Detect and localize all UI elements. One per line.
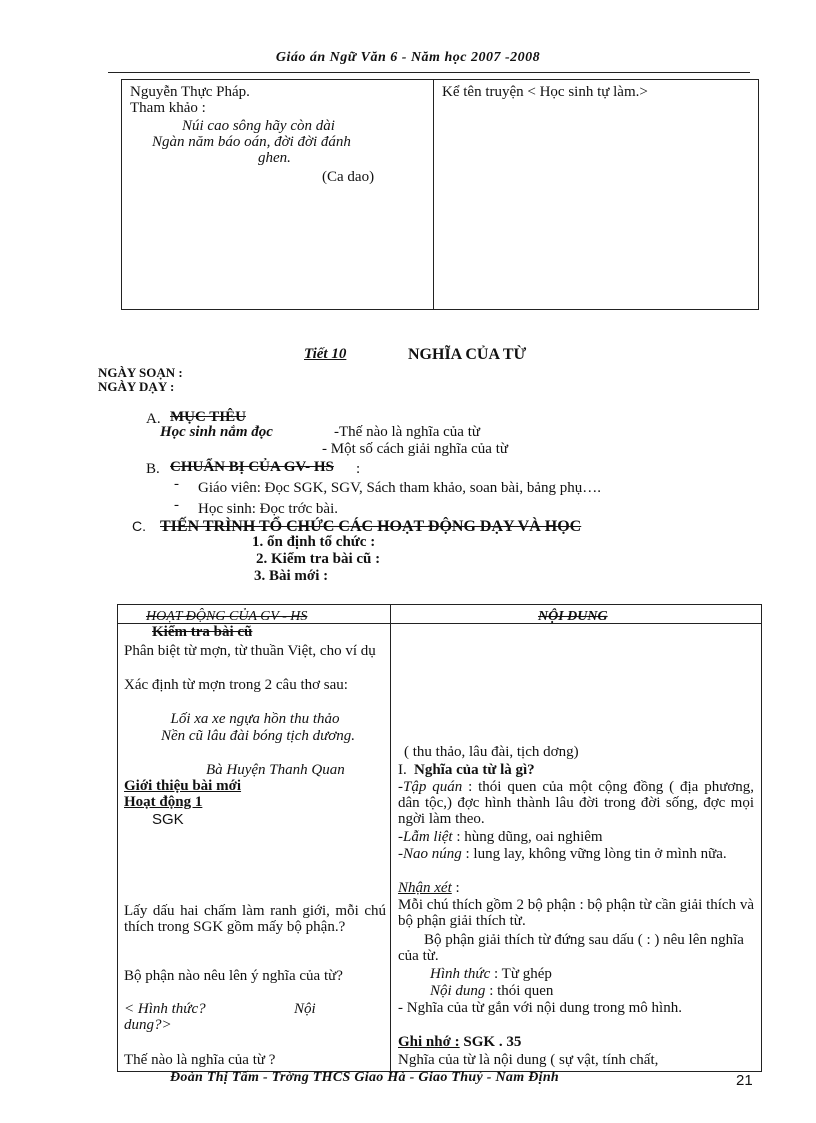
section-a-letter: A.: [146, 411, 161, 427]
verse-author: Bà Huyện Thanh Quan: [206, 762, 345, 778]
definition-2-text: : hùng dũng, oai nghiêm: [456, 829, 603, 845]
activity-heading: Hoạt động 1: [124, 794, 203, 810]
question-5b: Nội: [294, 1001, 316, 1017]
answer-1: ( thu thảo, lâu đài, tịch dơng): [404, 744, 579, 760]
form-label: Hình thức: [430, 966, 491, 982]
note-label: Nhận xét: [398, 880, 452, 896]
form-value: : Từ ghép: [494, 966, 552, 982]
question-3: Lấy dấu hai chấm làm ranh giới, mỗi chú thích trong SGK gồm mấy bộ phận.?: [124, 903, 386, 935]
question-4: Bộ phận nào nêu lên ý nghĩa của từ?: [124, 968, 343, 984]
final-line: Nghĩa của từ là nội dung ( sự vật, tính chất,: [398, 1052, 659, 1068]
remember-label: Ghi nhớ :: [398, 1034, 460, 1050]
poem-line-1: Núi cao sông hãy còn dài: [182, 118, 335, 134]
prep-teacher: Giáo viên: Đọc SGK, SGV, Sách tham khảo, soan bài, bảng phụ….: [198, 480, 602, 496]
section-1-number: I.: [398, 762, 407, 778]
author-line: Nguyễn Thực Pháp.: [130, 84, 250, 100]
step-3: 3. Bài mới :: [254, 568, 329, 584]
content-label: Nội dung: [430, 983, 486, 999]
objective-2: - Một số cách giải nghĩa của từ: [322, 441, 508, 457]
verse-line-2: Nền cũ lâu đài bóng tịch dương.: [160, 728, 356, 744]
teach-date-label: NGÀY DẠY :: [98, 379, 175, 394]
definition-3: [398, 846, 754, 862]
section-c-title: TIẾN TRÌNH TỔ CHỨC CÁC HOẠT ĐỘNG DẠY VÀ HỌC: [160, 518, 582, 535]
header-rule: [108, 72, 750, 73]
prep-date-label: NGÀY SOẠN :: [98, 365, 183, 380]
question-5a: < Hình thức?: [124, 1001, 206, 1017]
remember-value: SGK . 35: [463, 1034, 522, 1050]
bullet-dash: -: [174, 497, 179, 513]
remember-row: [398, 1034, 521, 1051]
col-right-header: NỘI DUNG: [538, 609, 608, 624]
lesson-title: NGHĨA CỦA TỪ: [408, 346, 527, 363]
note-colon: :: [455, 880, 460, 896]
content-row: [430, 983, 553, 1000]
definition-2: [398, 829, 754, 845]
section-b-title: CHUẨN BỊ CỦA GV- HS: [170, 459, 334, 475]
question-5c: dung?>: [124, 1017, 172, 1033]
note-heading: [398, 880, 460, 897]
top-table: [121, 79, 759, 310]
objective-1: -Thế nào là nghĩa của từ: [334, 424, 480, 440]
period-label: Tiết 10: [304, 346, 347, 362]
reference-label: Tham khảo :: [130, 100, 206, 116]
sgk-label: SGK: [152, 811, 184, 828]
definition-1: [398, 779, 754, 827]
prep-student: Học sinh: Đọc trớc bài.: [198, 501, 338, 517]
definition-3-text: : lung lay, không vững lòng tin ở mình nữa.: [465, 846, 727, 862]
question-1: Phân biệt từ mợn, từ thuần Việt, cho ví dụ: [124, 643, 376, 659]
section-a-title: MỤC TIÊU: [170, 409, 246, 425]
intro-heading: Giới thiệu bài mới: [124, 778, 242, 794]
review-title: Kiểm tra bài cũ: [152, 624, 253, 640]
objectives-label: Học sinh nắm đọc: [160, 424, 273, 440]
page-footer: Đoàn Thị Tấm - Trờng THCS Giao Hà - Giao Thuỷ - Nam Định: [170, 1070, 559, 1085]
page-header: Giáo án Ngữ Văn 6 - Năm học 2007 -2008: [275, 50, 541, 65]
page-number: 21: [736, 1072, 753, 1089]
definition-1-text: : thói quen của một cộng đồng ( địa phương, dân tộc,) đợc hình thành lâu đời trong đời sống, đợc mọi ngời làm theo.: [398, 779, 755, 827]
section-b-letter: B.: [146, 461, 160, 477]
definition-1-term: -Tập quán: [398, 779, 463, 795]
note-1: Mỗi chú thích gồm 2 bộ phận : bộ phận từ cần giải thích và bộ phận giải thích từ.: [398, 897, 754, 929]
bullet-dash: -: [174, 476, 179, 492]
column-divider: [433, 80, 434, 309]
note-3: - Nghĩa của từ gắn với nội dung trong mô hình.: [398, 1000, 682, 1016]
step-2: 2. Kiểm tra bài cũ :: [256, 551, 381, 567]
col-left-header: HOẠT ĐỘNG CỦA GV - HS: [146, 609, 308, 624]
question-6: Thế nào là nghĩa của từ ?: [124, 1052, 276, 1068]
form-row: [430, 966, 552, 983]
verse-line-1: Lối xa xe ngựa hồn thu thảo: [170, 711, 340, 727]
section-b-colon: :: [356, 461, 361, 477]
poem-line-3: ghen.: [258, 150, 291, 166]
section-c-letter: C.: [132, 518, 146, 534]
question-2: Xác định từ mợn trong 2 câu thơ sau:: [124, 677, 348, 693]
column-divider: [390, 605, 391, 1071]
activity-table: [117, 604, 762, 1072]
section-1-title: Nghĩa của từ là gì?: [414, 762, 535, 778]
definition-3-term: -Nao núng: [398, 846, 462, 862]
step-1: 1. ổn định tổ chức :: [252, 534, 376, 550]
poem-line-2: Ngàn năm báo oán, đời đời đánh: [152, 134, 351, 150]
definition-2-term: -Lẫm liệt: [398, 829, 453, 845]
content-value: : thói quen: [489, 983, 554, 999]
note-2: Bộ phận giải thích từ đứng sau dấu ( : ) nêu lên nghĩa của từ.: [398, 932, 744, 964]
right-cell-text: Kể tên truyện < Học sinh tự làm.>: [442, 84, 648, 100]
poem-source: (Ca dao): [322, 169, 375, 185]
